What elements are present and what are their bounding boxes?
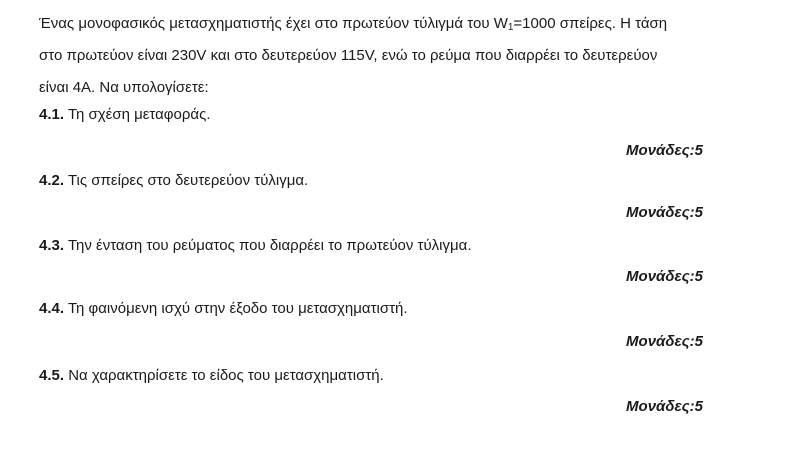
intro-line-1-text: Ένας μονοφασικός μετασχηματιστής έχει στο πρωτεύον τύλιγμά του W — [39, 15, 508, 32]
points-4-2: Μονάδες:5 — [626, 204, 703, 221]
points-4-5: Μονάδες:5 — [626, 398, 703, 415]
question-number: 4.2. — [39, 172, 65, 189]
question-text: Τη φαινόμενη ισχύ στην έξοδο του μετασχηματιστή. — [67, 300, 408, 317]
points-4-3: Μονάδες:5 — [626, 268, 703, 285]
question-text: Την ένταση του ρεύματος που διαρρέει το πρωτεύον τύλιγμα. — [67, 237, 472, 254]
question-4-5 — [39, 367, 384, 384]
points-4-4: Μονάδες:5 — [626, 333, 703, 350]
question-number: 4.3. — [39, 237, 65, 254]
question-4-4 — [39, 300, 408, 317]
question-number: 4.1. — [39, 106, 65, 123]
problem-statement — [39, 8, 759, 104]
points-4-1: Μονάδες:5 — [626, 142, 703, 159]
question-text: Τη σχέση μεταφοράς. — [67, 106, 211, 123]
question-4-2 — [39, 172, 308, 189]
question-number: 4.5. — [39, 367, 65, 384]
intro-line-3: είναι 4A. Να υπολογίσετε: — [39, 79, 209, 96]
intro-line-1-end: =1000 σπείρες. Η τάση — [513, 15, 668, 32]
question-number: 4.4. — [39, 300, 65, 317]
question-4-3 — [39, 237, 471, 254]
question-4-1 — [39, 106, 210, 123]
question-text: Να χαρακτηρίσετε το είδος του μετασχηματιστή. — [68, 367, 384, 384]
intro-line-1 — [39, 8, 759, 40]
winding-subscript: 1 — [507, 22, 514, 33]
question-text: Τις σπείρες στο δευτερεύον τύλιγμα. — [67, 172, 309, 189]
intro-line-2: στο πρωτεύον είναι 230V και στο δευτερεύον 115V, ενώ το ρεύμα που διαρρέει το δευτερεύον — [39, 47, 658, 64]
